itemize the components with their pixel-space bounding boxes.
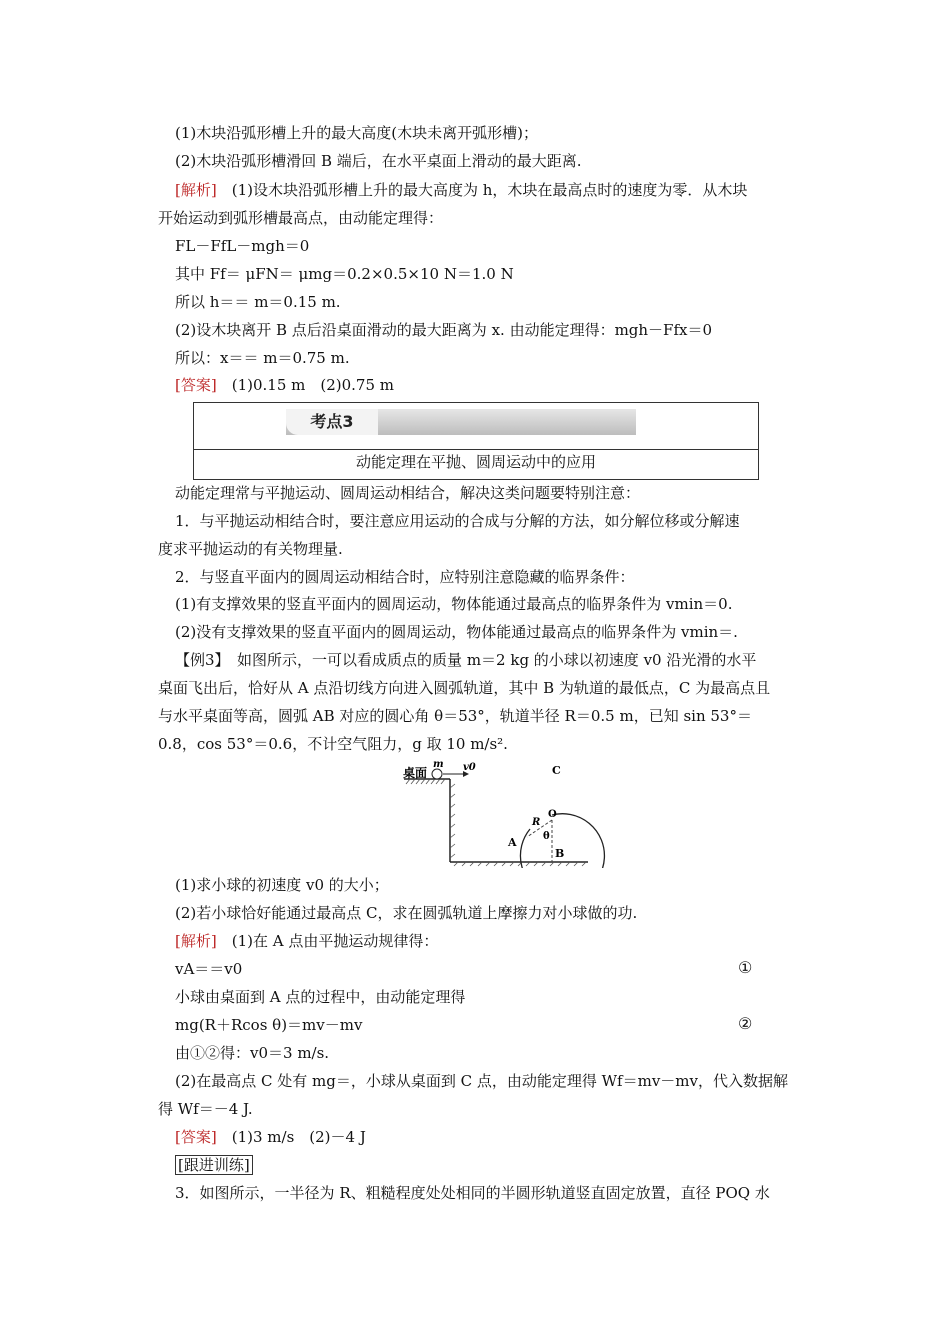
text-line: 3．如图所示，一半径为 R、粗糙程度处处相同的半圆形轨道竖直固定放置，直径 POQ 水 (175, 1184, 770, 1202)
text-line: 1．与平抛运动相结合时，要注意应用运动的合成与分解的方法，如分解位移或分解速 (175, 512, 740, 530)
analysis-tag: [解析] (175, 932, 217, 950)
text-line: 小球由桌面到 A 点的过程中，由动能定理得 (175, 988, 466, 1006)
question-2: (2)若小球恰好能通过最高点 C，求在圆弧轨道上摩擦力对小球做的功. (175, 904, 638, 922)
answer-tag: [答案] (175, 1128, 217, 1146)
point-c-label: C (552, 764, 561, 777)
equation-number: ① (738, 958, 753, 977)
equation: FL－FfL－mgh＝0 (175, 237, 310, 255)
analysis-line (175, 180, 747, 200)
practice-tag: [跟进训练] (175, 1155, 253, 1175)
section-banner (286, 409, 636, 435)
text-line: (2)设木块离开 B 点后沿桌面滑动的最大距离为 x. 由动能定理得：mgh－Ffx＝0 (175, 321, 713, 339)
text-line: 所以 h＝＝ m＝0.15 m. (175, 293, 341, 311)
ball (432, 769, 442, 779)
text-line: 开始运动到弧形槽最高点，由动能定理得： (158, 209, 444, 227)
question-2: (2)木块沿弧形槽滑回 B 端后，在水平桌面上滑动的最大距离. (175, 152, 582, 170)
equation: vA＝＝v0 (175, 960, 243, 978)
equation: mg(R＋Rcos θ)＝mv－mv (175, 1016, 363, 1034)
equation-number: ② (738, 1014, 753, 1033)
example-heading: 【例3】 如图所示，一可以看成质点的质量 m＝2 kg 的小球以初速度 v0 沿光滑的水平 (175, 651, 757, 669)
table-label: 桌面 (403, 766, 428, 780)
text-line: (1)有支撑效果的竖直平面内的圆周运动，物体能通过最高点的临界条件为 vmin＝0. (175, 595, 733, 613)
section-pill: 考点3 (286, 409, 378, 435)
question-1: (1)木块沿弧形槽上升的最大高度(木块未离开弧形槽)； (175, 124, 538, 142)
answer-text: (1)3 m/s (2)－4 J (231, 1128, 366, 1146)
analysis-text: (1)设木块沿弧形槽上升的最大高度为 h，木块在最高点时的速度为零．从木块 (231, 181, 748, 199)
answer-line (175, 1127, 366, 1147)
text-line: 由①②得：v0＝3 m/s. (175, 1044, 330, 1062)
section-divider (194, 449, 758, 450)
text-line: 与水平桌面等高，圆弧 AB 对应的圆心角 θ＝53°，轨道半径 R＝0.5 m，已知 sin 53°＝ (158, 707, 752, 725)
text-line: 动能定理常与平抛运动、圆周运动相结合，解决这类问题要特别注意： (175, 484, 641, 502)
question-1: (1)求小球的初速度 v0 的大小； (175, 876, 389, 894)
physics-figure (380, 758, 610, 868)
section-title: 动能定理在平抛、圆周运动中的应用 (355, 453, 596, 471)
analysis-tag: [解析] (175, 181, 217, 199)
text-line: 度求平抛运动的有关物理量. (158, 540, 343, 558)
text-line: 得 Wf＝－4 J. (158, 1100, 253, 1118)
radius-label: R (532, 817, 541, 828)
point-b-label: B (555, 847, 565, 860)
point-o-label: O (548, 809, 557, 820)
v0-label: v0 (463, 762, 476, 773)
text-line: (2)没有支撑效果的竖直平面内的圆周运动，物体能通过最高点的临界条件为 vmin＝. (175, 623, 738, 641)
text-line: 其中 Ff＝ μFN＝ μmg＝0.2×0.5×10 N＝1.0 N (175, 265, 514, 283)
mass-label: m (433, 759, 444, 770)
answer-line (175, 375, 394, 395)
analysis-line (175, 931, 438, 951)
text-line: 所以：x＝＝ m＝0.75 m. (175, 349, 350, 367)
text-line: 桌面飞出后，恰好从 A 点沿切线方向进入圆弧轨道，其中 B 为轨道的最低点，C 为最高点且 (158, 679, 771, 697)
answer-text: (1)0.15 m (2)0.75 m (231, 376, 395, 394)
point-a-label: A (508, 836, 517, 849)
section-header (193, 402, 759, 480)
text-line: 0.8，cos 53°＝0.6，不计空气阻力，g 取 10 m/s². (158, 735, 508, 753)
text-line: (2)在最高点 C 处有 mg＝，小球从桌面到 C 点，由动能定理得 Wf＝mv－mv，代入数据解 (175, 1072, 789, 1090)
analysis-text: (1)在 A 点由平抛运动规律得： (231, 932, 439, 950)
text-line: 2．与竖直平面内的圆周运动相结合时，应特别注意隐藏的临界条件： (175, 568, 635, 586)
answer-tag: [答案] (175, 376, 217, 394)
practice-heading (175, 1155, 253, 1175)
theta-label: θ (543, 831, 550, 842)
